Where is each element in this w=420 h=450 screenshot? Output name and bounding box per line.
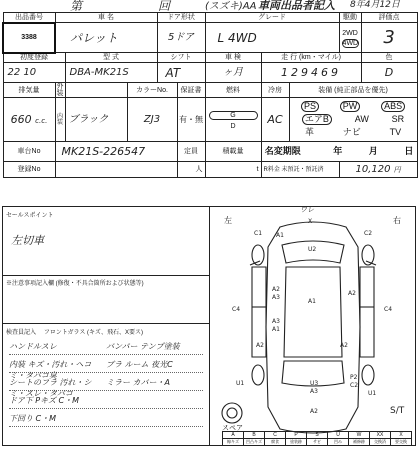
capacity-unit: 人 bbox=[177, 162, 205, 178]
equipment-cell bbox=[289, 98, 417, 142]
inspection-value: ヶ月 bbox=[205, 63, 261, 83]
shift-label: シフト bbox=[157, 53, 205, 63]
door-value: 5ドア bbox=[157, 23, 205, 53]
inspector-header bbox=[6, 327, 143, 336]
equipment-leather: 革 bbox=[304, 127, 314, 137]
fuel-gasoline: G bbox=[209, 111, 258, 120]
displacement-unit: c.c. bbox=[35, 117, 48, 125]
windshield-label: フロントガラス (キズ、飛石、X要ス) bbox=[43, 330, 144, 336]
legend-name: 補修跡 bbox=[349, 439, 370, 446]
fuel-label: 燃料 bbox=[205, 83, 261, 98]
damage-mark: A2 bbox=[310, 408, 318, 415]
header-handwritten-left: 第 bbox=[70, 0, 83, 13]
reg-no-value bbox=[55, 162, 177, 178]
damage-mark: U1 bbox=[236, 380, 245, 387]
inspector-note bbox=[106, 413, 203, 426]
warranty-label: 保証書 bbox=[177, 83, 205, 98]
inspector-note-row bbox=[9, 413, 203, 427]
inspector-divider bbox=[3, 323, 209, 324]
header-handwritten-date: 8年4月12日 bbox=[350, 0, 400, 10]
chassis-no-label: 車台No bbox=[3, 142, 55, 162]
legend-name: 塗装跡 bbox=[286, 439, 307, 446]
header-handwritten-center: 回 bbox=[158, 0, 171, 13]
expiry-month: 月 bbox=[368, 146, 378, 156]
inspector-note: ドア下 Pキズ C・M bbox=[9, 396, 79, 405]
equipment-airbag: エアB bbox=[302, 114, 332, 125]
recycle-amount: 10,120 bbox=[355, 163, 391, 175]
score-value: 3 bbox=[361, 23, 417, 53]
inspector-note bbox=[106, 395, 203, 408]
damage-mark: A2 bbox=[348, 290, 356, 297]
damage-mark: A2 bbox=[272, 286, 280, 293]
inspector-label: 検査員記入 bbox=[6, 330, 37, 336]
displacement-value: 660 bbox=[10, 113, 32, 126]
damage-mark: A3 bbox=[272, 294, 280, 301]
right-side-label: 右 bbox=[393, 216, 401, 225]
expiry-title: 名変期限 bbox=[264, 146, 301, 156]
warranty-options: 有・無 bbox=[177, 98, 205, 142]
equipment-navi: ナビ bbox=[342, 127, 361, 137]
car-outline bbox=[222, 222, 376, 433]
equipment-abs: ABS bbox=[381, 101, 405, 112]
inspector-note: シートのフラ 汚れ・シミ・スレ・タバコ bbox=[9, 378, 92, 398]
inspector-note-row bbox=[9, 377, 203, 398]
legend-name: 要交換 bbox=[391, 439, 412, 446]
sales-point-value: 左切車 bbox=[11, 234, 44, 247]
door-label: ドア形状 bbox=[157, 13, 205, 23]
vehicle-info-table bbox=[2, 12, 418, 178]
mileage-value: 129469 bbox=[261, 63, 361, 83]
drive-2wd: 2WD bbox=[342, 29, 358, 37]
first-reg-value: 22 10 bbox=[3, 63, 65, 83]
legend-header: X bbox=[391, 432, 412, 439]
ac-value: AC bbox=[261, 98, 289, 142]
header-handwritten-maker: (スズキ)AA bbox=[205, 1, 257, 12]
car-diagram bbox=[210, 207, 416, 447]
recycle-cell bbox=[339, 162, 417, 178]
fuel-diesel: D bbox=[230, 122, 236, 130]
fuel-cell bbox=[205, 98, 261, 142]
top-mark: ワレ bbox=[300, 206, 314, 214]
load-label: 積載量 bbox=[205, 142, 261, 162]
reg-no-label: 登録No bbox=[3, 162, 55, 178]
inspector-note-row bbox=[9, 341, 203, 355]
recycle-unit: 円 bbox=[393, 165, 401, 174]
damage-mark: C4 bbox=[384, 306, 393, 313]
inspector-note-row bbox=[9, 359, 203, 380]
damage-mark: P2 bbox=[350, 374, 358, 381]
legend-name: 凹凸キズ bbox=[244, 439, 265, 446]
legend-header: C bbox=[265, 432, 286, 439]
drive-label: 駆動 bbox=[339, 13, 361, 23]
inspector-note-row bbox=[9, 395, 203, 409]
lot-no-label: 出品番号 bbox=[3, 13, 55, 23]
inspector-note: 内装 キズ・汚れ・ヘコミ・タバコ臭 bbox=[9, 360, 92, 380]
damage-mark: A2 bbox=[256, 342, 264, 349]
inspection-label: 車 検 bbox=[205, 53, 261, 63]
load-unit: t bbox=[205, 162, 261, 178]
ac-label: 冷房 bbox=[261, 83, 289, 98]
damage-mark: U2 bbox=[308, 246, 317, 253]
car-diagram-panel bbox=[210, 206, 416, 446]
damage-mark: X bbox=[308, 218, 313, 225]
notes-label: ※注意事項記入欄 (修復・不具合箇所および状態等) bbox=[6, 281, 144, 287]
damage-mark: S/T bbox=[390, 406, 405, 416]
equipment-pw: PW bbox=[340, 101, 361, 112]
color-label: 色 bbox=[361, 53, 417, 63]
drive-cell bbox=[339, 23, 361, 53]
legend-name: 線キズ bbox=[223, 439, 244, 446]
damage-mark: A1 bbox=[276, 232, 284, 239]
equipment-row-1 bbox=[291, 100, 416, 113]
exterior-value: ブラック bbox=[65, 98, 127, 142]
legend-name: サビ bbox=[307, 439, 328, 446]
color-no-value: ZJ3 bbox=[127, 98, 177, 142]
damage-mark: A1 bbox=[272, 326, 280, 333]
interior-label: 内装 bbox=[55, 98, 65, 142]
lot-no-value: 3388 bbox=[3, 23, 55, 53]
equipment-row-2 bbox=[291, 113, 416, 126]
legend-name: 腐食 bbox=[265, 439, 286, 446]
legend-header: B bbox=[244, 432, 265, 439]
damage-mark: C4 bbox=[232, 306, 241, 313]
equipment-label: 装備 (純正部品を優先) bbox=[289, 83, 417, 98]
legend-name: 凹み bbox=[328, 439, 349, 446]
damage-mark: A1 bbox=[308, 298, 316, 305]
model-value: DBA-MK21S bbox=[65, 63, 157, 83]
expiry-year: 年 bbox=[333, 146, 343, 156]
grade-label: グレード bbox=[205, 13, 339, 23]
car-name-label: 車 名 bbox=[55, 13, 157, 23]
damage-mark: C1 bbox=[254, 230, 263, 237]
damage-mark: C2 bbox=[364, 230, 373, 237]
grade-value: L 4WD bbox=[205, 23, 339, 53]
exterior-label: 外装 bbox=[56, 83, 64, 97]
damage-mark: A3 bbox=[272, 318, 280, 325]
inspector-notes-list bbox=[9, 341, 203, 427]
mileage-label: 走 行 (km・マイル) bbox=[261, 53, 361, 63]
shift-value: AT bbox=[157, 63, 205, 83]
damage-legend bbox=[222, 431, 412, 446]
legend-name: 交換済 bbox=[370, 439, 391, 446]
damage-mark: U3 bbox=[310, 380, 319, 387]
damage-mark: A3 bbox=[310, 388, 318, 395]
header-handwritten-stamp: 車両出品者記入 bbox=[258, 0, 335, 12]
equipment-ps: PS bbox=[301, 101, 319, 112]
equipment-row-3 bbox=[291, 126, 416, 139]
first-reg-label: 初度登録 bbox=[3, 53, 65, 63]
drive-4wd: 4WD bbox=[342, 39, 359, 47]
left-side-label: 左 bbox=[224, 216, 232, 225]
legend-header: U bbox=[328, 432, 349, 439]
legend-header: S bbox=[307, 432, 328, 439]
inspector-note: ブラ ルーム 夜光C bbox=[106, 360, 173, 369]
damage-mark: U1 bbox=[368, 390, 377, 397]
equipment-sr: SR bbox=[391, 114, 405, 124]
recycle-label: R料金 未預託・預託済 bbox=[261, 162, 339, 178]
displacement-cell bbox=[3, 98, 55, 142]
legend-header: P bbox=[286, 432, 307, 439]
legend-header: XX bbox=[370, 432, 391, 439]
damage-mark: A2 bbox=[340, 342, 348, 349]
legend-header: W bbox=[349, 432, 370, 439]
equipment-tv: TV bbox=[389, 127, 402, 137]
inspector-note: バンパー テンプ塗装 bbox=[106, 342, 180, 351]
inspector-note: ハンドルスレ bbox=[9, 342, 57, 351]
sales-point-label: セールスポイント bbox=[6, 213, 54, 219]
color-no-label: カラーNo. bbox=[127, 83, 177, 98]
left-lower-panel bbox=[2, 206, 210, 446]
chassis-no-value: MK21S-226547 bbox=[55, 142, 177, 162]
capacity-label: 定員 bbox=[177, 142, 205, 162]
model-label: 型 式 bbox=[65, 53, 157, 63]
legend-header: A bbox=[223, 432, 244, 439]
inspector-note: 下回り C・M bbox=[9, 414, 57, 423]
spare-label: スペア bbox=[222, 425, 243, 432]
expiry-day: 日 bbox=[404, 146, 414, 156]
expiry-label bbox=[261, 142, 417, 162]
notes-divider bbox=[3, 275, 209, 276]
displacement-label: 排気量 bbox=[3, 83, 55, 98]
color-code-value: D bbox=[361, 63, 417, 83]
car-name-value: パレット bbox=[55, 23, 157, 53]
inspector-note: ミラー カバー・A bbox=[106, 378, 171, 387]
score-label: 評価点 bbox=[361, 13, 417, 23]
damage-mark: C2 bbox=[350, 382, 359, 389]
equipment-aw: AW bbox=[354, 114, 369, 124]
